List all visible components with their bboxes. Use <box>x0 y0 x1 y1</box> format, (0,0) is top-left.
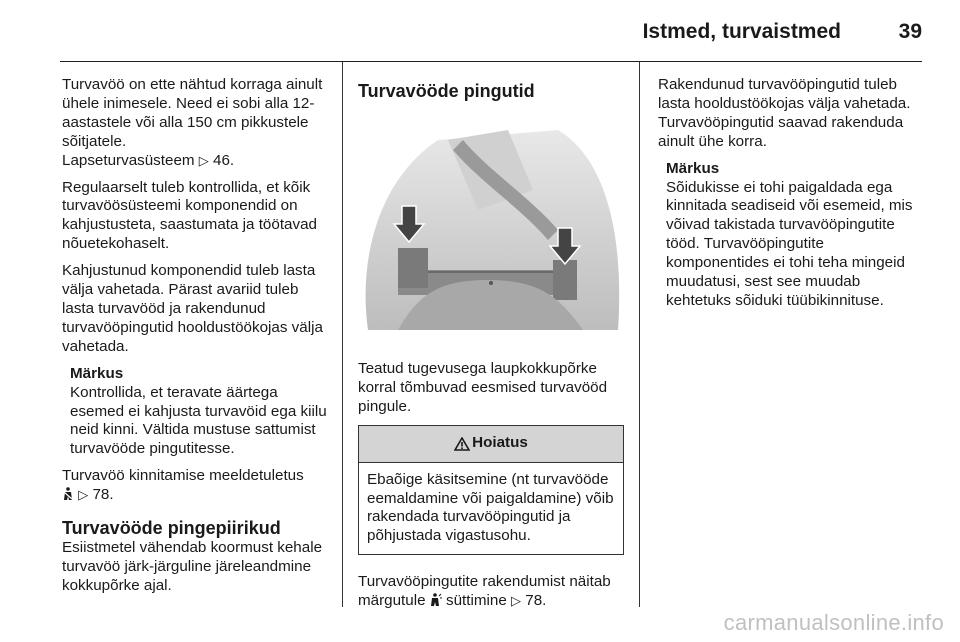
warning-triangle-icon <box>454 437 470 451</box>
note <box>658 160 924 311</box>
seatbelt-icon <box>62 487 74 501</box>
warning-header: Hoiatus <box>359 426 623 463</box>
reference-arrow-icon: ▷ <box>198 152 209 168</box>
reference-arrow-icon: ▷ <box>511 593 522 609</box>
pretensioner-icon <box>430 593 442 607</box>
paragraph: Teatud tugevusega laupkokkupõrke korral tõmbuvad eesmised turvavööd pingule. <box>358 359 608 415</box>
note-text: Kontrollida, et teravate äärtega esemed ei kahjusta turvavöid ega kiilu neid kinni. Vältida mustuse sattumist turvavööde pingutitesse. <box>70 383 327 458</box>
paragraph: Regulaarselt tuleb kontrollida, et kõik turvavöösüsteemi komponendid on kahjustusteta, saastumata ja töötavad nõuetekohaselt. <box>62 178 317 253</box>
seatbelt-pretensioner-illustration <box>358 120 624 332</box>
column-divider-2 <box>639 62 640 607</box>
paragraph: Esiistmetel vähendab koormust kehale turvavöö järk-järguline järeleandmine kokkupõrke ajal. <box>62 539 323 594</box>
note <box>62 365 334 460</box>
note-title: Märkus <box>666 159 720 177</box>
column-1 <box>62 76 334 604</box>
note-text: Sõidukisse ei tohi paigaldada ega kinnitada seadiseid või esemeid, mis võivad takistada turvavööpingutite tööd. Turvavööpingutite komponentides ei tohi teha mingeid muudatusi, sest see muudab kehtetuks sõiduki tüübikinnituse. <box>666 178 913 309</box>
page-ref[interactable]: 46. <box>213 151 235 169</box>
paragraph: Turvavöö on ette nähtud korraga ainult ühele inimesele. Need ei sobi alla 12-aastastele või alla 150 cm pikkustele sõitjatele. Lapseturvasüsteem ▷ 46. <box>62 76 323 169</box>
page-ref[interactable]: 78. <box>525 592 547 610</box>
paragraph: Rakendunud turvavööpingutid tuleb lasta hooldustöökojas välja vahetada. Turvavööpingutid saavad rakenduda ainult ühe korra. <box>658 76 911 150</box>
column-3 <box>658 76 924 319</box>
paragraph: Turvavööpingutite rakendumist näitab märgutule süttimine ▷ 78. <box>358 573 611 610</box>
note-title: Märkus <box>70 364 124 382</box>
crossref-link[interactable]: Lapseturvasüsteem <box>62 151 195 169</box>
header-rule <box>60 61 922 62</box>
paragraph: Kahjustunud komponendid tuleb lasta välja vahetada. Pärast avariid tuleb lasta turvavööd ja rakendunud turvavööpingutid hooldustöökojas välja vahetada. <box>62 262 323 355</box>
watermark: carmanualsonline.info <box>723 610 944 635</box>
section-heading: Turvavööde pingutid <box>358 81 535 101</box>
page-header-title: Istmed, turvaistmed <box>642 20 841 43</box>
page-ref[interactable]: 78. <box>92 486 114 504</box>
column-2 <box>358 80 624 619</box>
page-number: 39 <box>898 20 922 43</box>
reference-arrow-icon: ▷ <box>78 487 89 503</box>
warning-box <box>358 425 624 556</box>
section-heading: Turvavööde pingepiirikud <box>62 518 281 539</box>
paragraph: Turvavöö kinnitamise meeldetuletus ▷ 78. <box>62 467 304 504</box>
column-divider-1 <box>342 62 343 607</box>
warning-text: Ebaõige käsitsemine (nt turvavööde eemaldamine või paigaldamine) võib rakendada turvavööpingutid ja põhjustada vigastusohu. <box>367 470 614 545</box>
